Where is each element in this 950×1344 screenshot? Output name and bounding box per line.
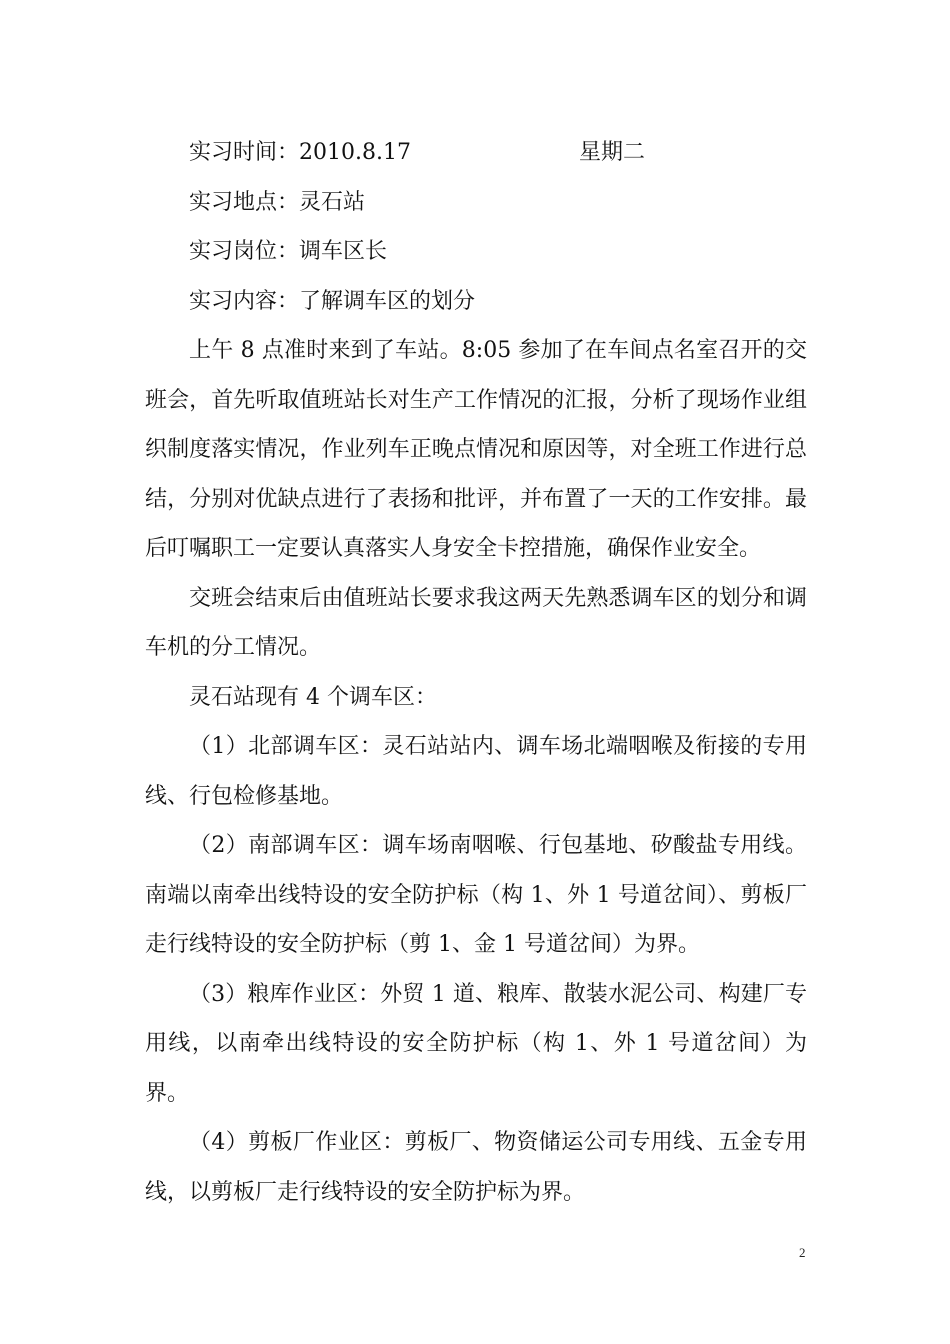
paragraph-granary-zone: （3）粮库作业区：外贸 1 道、粮库、散装水泥公司、构建厂专用线，以南牵出线特设的安全防护标（构 1、外 1 号道岔间）为界。 (145, 981, 807, 1106)
paragraph-task-assignment: 交班会结束后由值班站长要求我这两天先熟悉调车区的划分和调车机的分工情况。 (145, 585, 807, 660)
internship-place-value: 灵石站 (299, 189, 366, 215)
internship-post-value: 调车区长 (299, 239, 388, 264)
weekday: 星期二 (578, 140, 645, 165)
internship-content-label: 实习内容： (189, 288, 300, 314)
paragraph-south-zone: （2）南部调车区：调车场南咽喉、行包基地、矽酸盐专用线。南端以南牵出线特设的安全防护标（构 1、外 1 号道岔间）、剪板厂走行线特设的安全防护标（剪 1、金 1 号道岔间）为界。 (145, 833, 807, 957)
page-number: 2 (799, 1245, 806, 1260)
paragraph-north-zone: （1）北部调车区：灵石站站内、调车场北端咽喉及衔接的专用线、行包检修基地。 (145, 734, 807, 809)
internship-content-value: 了解调车区的划分 (299, 288, 476, 314)
internship-post-line (145, 227, 807, 277)
internship-time-line (145, 128, 807, 178)
paragraph-shear-plant-zone: （4）剪板厂作业区：剪板厂、物资储运公司专用线、五金专用线，以剪板厂走行线特设的安全防护标为界。 (145, 1130, 807, 1205)
paragraph-shift-meeting: 上午 8 点准时来到了车站。8:05 参加了在车间点名室召开的交班会，首先听取值班站长对生产工作情况的汇报，分析了现场作业组织制度落实情况，作业列车正晚点情况和原因等，对全班工作进行总结，分别对优缺点进行了表扬和批评，并布置了一天的工作安排。最后叮嘱职工一定要认真落实人身安全卡控措施，确保作业安全。 (145, 338, 807, 561)
internship-time-value: 2010.8.17 (299, 140, 411, 165)
internship-post-label: 实习岗位： (189, 239, 300, 264)
internship-place-line (145, 178, 807, 228)
internship-time-label: 实习时间： (189, 140, 300, 165)
paragraph-zone-count: 灵石站现有 4 个调车区： (189, 684, 437, 710)
internship-place-label: 实习地点： (189, 189, 300, 215)
internship-content-line (145, 277, 807, 327)
page-content (145, 128, 807, 1217)
